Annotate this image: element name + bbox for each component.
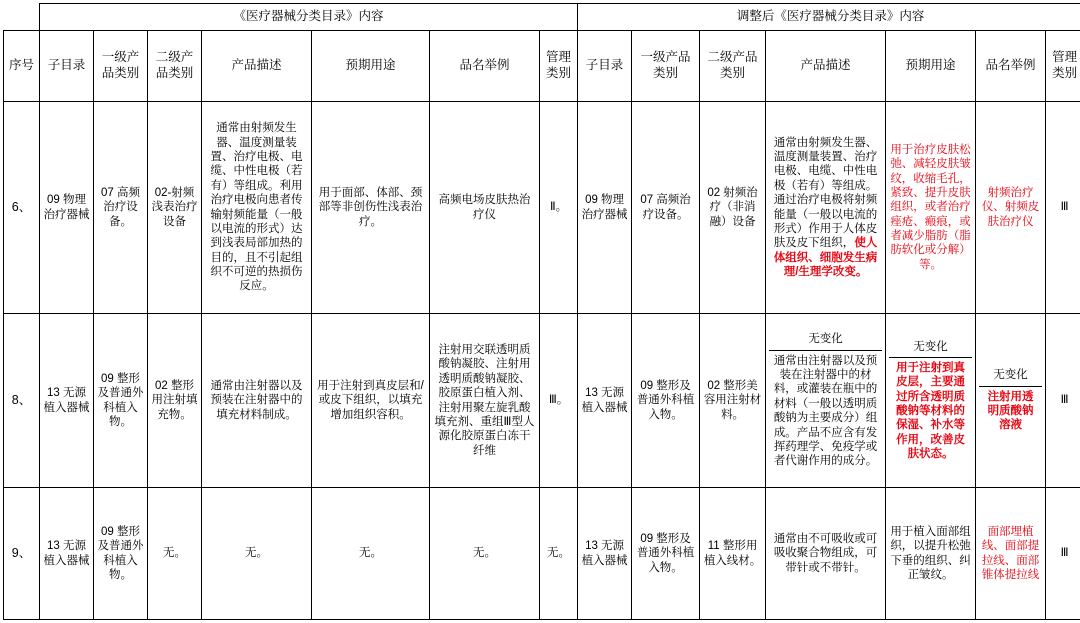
row-left-level2: 02-射频浅表治疗设备 [148, 102, 202, 314]
col-header-left-level1: 一级产品类别 [94, 31, 148, 102]
row-right-examples [976, 314, 1046, 488]
col-header-left-management: 管理类别 [540, 31, 578, 102]
row-right-description-text: 通常由注射器以及预装在注射器中的材料，或灌装在瓶中的材料（一般以透明质酸钠为主要成分）组成。产品不应含有发挥药理学、免疫学或者代谢作用的成分。 [769, 351, 882, 472]
row-left-examples: 无。 [430, 488, 540, 620]
row-left-level1: 09 整形及普通外科植入物。 [94, 488, 148, 620]
row-right-subcatalog: 13 无源植入器械 [578, 314, 632, 488]
row-right-description [766, 314, 886, 488]
table-group-header-row [4, 4, 1080, 31]
col-header-left-subcatalog: 子目录 [40, 31, 94, 102]
row-seq: 6、 [4, 102, 40, 314]
row-left-description: 无。 [202, 488, 312, 620]
row-left-intended-use: 用于注射到真皮层和/或皮下组织，以填充增加组织容积。 [312, 314, 430, 488]
row-right-intended-use-nochange: 无变化 [889, 337, 972, 358]
row-right-management: Ⅲ [1046, 102, 1080, 314]
corner-blank-cell [4, 4, 40, 31]
col-header-right-level1: 一级产品类别 [632, 31, 700, 102]
row-right-intended-use [886, 314, 976, 488]
col-header-right-intended-use: 预期用途 [886, 31, 976, 102]
row-right-examples: 射频治疗仪、射频皮肤治疗仪 [976, 102, 1046, 314]
col-header-right-level2: 二级产品类别 [700, 31, 766, 102]
row-right-level1: 09 整形及普通外科植入物。 [632, 314, 700, 488]
row-left-level1: 07 高频治疗设备。 [94, 102, 148, 314]
col-header-left-level2: 二级产品类别 [148, 31, 202, 102]
row-left-subcatalog: 09 物理治疗器械 [40, 102, 94, 314]
row-right-level2: 02 整形美容用注射材料。 [700, 314, 766, 488]
row-left-level1: 09 整形及普通外科植入物。 [94, 314, 148, 488]
row-right-description-part2: 通过治疗电极将射频能量（一般以电流的形式）作用于人体皮肤及皮下组织， [774, 194, 878, 249]
row-right-intended-use: 用于植入面部组织，以提升松弛下垂的组织、纠正皱纹。 [886, 488, 976, 620]
row-left-description: 通常由注射器以及预装在注射器中的填充材料制成。 [202, 314, 312, 488]
row-left-management: 无。 [540, 488, 578, 620]
row-right-level2: 02 射频治疗（非消融）设备 [700, 102, 766, 314]
table-row [4, 102, 1080, 314]
table-row [4, 314, 1080, 488]
group-header-adjusted: 调整后《医疗器械分类目录》内容 [578, 4, 1080, 31]
row-left-management: Ⅱ。 [540, 102, 578, 314]
row-left-level2: 无。 [148, 488, 202, 620]
row-left-intended-use: 无。 [312, 488, 430, 620]
classification-catalog-table [3, 3, 1080, 620]
row-right-management: Ⅲ [1046, 488, 1080, 620]
row-left-subcatalog: 13 无源植入器械 [40, 488, 94, 620]
col-header-right-subcatalog: 子目录 [578, 31, 632, 102]
col-header-left-intended-use: 预期用途 [312, 31, 430, 102]
col-header-left-description: 产品描述 [202, 31, 312, 102]
row-right-description: 通常由不可吸收或可吸收聚合物组成，可带针或不带针。 [766, 488, 886, 620]
row-right-intended-use-highlight: 用于注射到真皮层，主要通过所含透明质酸钠等材料的保湿、补水等作用，改善皮肤状态。 [889, 358, 972, 465]
row-right-description-highlight: 使人体组织、细胞发生病理/生理学改变。 [774, 237, 878, 278]
row-right-level1: 09 整形及普通外科植入物。 [632, 488, 700, 620]
col-header-left-examples: 品名举例 [430, 31, 540, 102]
col-header-right-examples: 品名举例 [976, 31, 1046, 102]
row-left-examples: 高频电场皮肤热治疗仪 [430, 102, 540, 314]
row-right-description-part1: 通常由射频发生器、温度测量装置、治疗电极、电缆、中性电极（若有）等组成。 [774, 137, 878, 192]
group-header-original: 《医疗器械分类目录》内容 [40, 4, 578, 31]
row-right-description [766, 102, 886, 314]
row-right-level2: 11 整形用植入线材。 [700, 488, 766, 620]
row-left-description: 通常由射频发生器、温度测量装置、治疗电极、电缆、中性电极（若有）等组成。利用治疗电极向患者传输射频能量（一般以电流的形式）达到浅表局部加热的目的，且不引起组织不可逆的热损伤反应。 [202, 102, 312, 314]
row-right-examples-highlight: 注射用透明质酸钠溶液 [979, 387, 1042, 436]
col-header-right-description: 产品描述 [766, 31, 886, 102]
row-left-management: Ⅲ。 [540, 314, 578, 488]
row-right-subcatalog: 09 物理治疗器械 [578, 102, 632, 314]
row-right-description-nochange: 无变化 [769, 329, 882, 350]
row-left-level2: 02 整形用注射填充物。 [148, 314, 202, 488]
row-seq: 8、 [4, 314, 40, 488]
row-left-examples: 注射用交联透明质酸钠凝胶、注射用透明质酸钠凝胶、胶原蛋白植入剂、注射用聚左旋乳酸填充剂、重组Ⅲ型人源化胶原蛋白冻干纤维 [430, 314, 540, 488]
table-column-header-row [4, 31, 1080, 102]
col-header-seq: 序号 [4, 31, 40, 102]
col-header-right-management: 管理类别 [1046, 31, 1080, 102]
table-row [4, 488, 1080, 620]
row-right-management: Ⅲ [1046, 314, 1080, 488]
row-left-subcatalog: 13 无源植入器械 [40, 314, 94, 488]
row-right-examples-nochange: 无变化 [979, 365, 1042, 386]
row-right-examples: 面部埋植线、面部提拉线、面部锥体提拉线 [976, 488, 1046, 620]
row-right-subcatalog: 13 无源植入器械 [578, 488, 632, 620]
row-right-intended-use: 用于治疗皮肤松弛、减轻皮肤皱纹，收缩毛孔，紧致、提升皮肤组织，或者治疗痤疮、瘢痕，或者减少脂肪（脂肪软化或分解）等。 [886, 102, 976, 314]
row-left-intended-use: 用于面部、体部、颈部等非创伤性浅表治疗。 [312, 102, 430, 314]
row-right-level1: 07 高频治疗设备。 [632, 102, 700, 314]
row-seq: 9、 [4, 488, 40, 620]
